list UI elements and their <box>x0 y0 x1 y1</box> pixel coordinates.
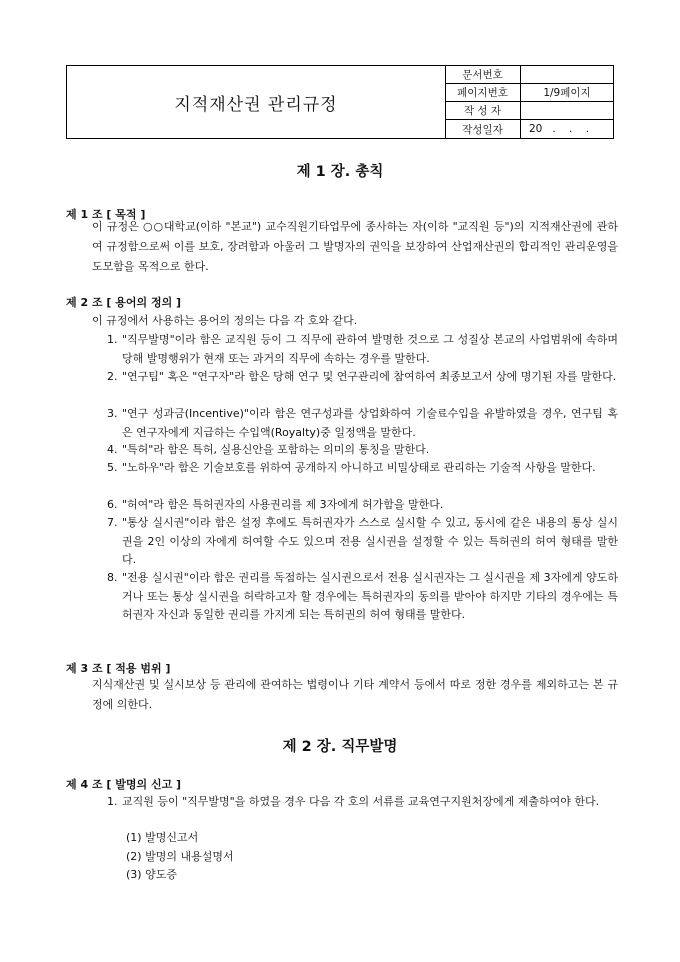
item-number: 6. <box>107 498 118 511</box>
info-row-date <box>445 120 613 138</box>
info-row-page-number <box>445 84 613 102</box>
document-title: 지적재산권 관리규정 <box>67 66 446 138</box>
article-heading: 제 3 조 [ 적용 범위 ] <box>66 662 171 675</box>
info-value <box>521 66 613 83</box>
chapter-heading: 제 1 장. 총칙 <box>296 164 384 180</box>
item-number: 5. <box>107 461 118 474</box>
item-text: "연구팀" 혹은 "연구자"라 함은 당해 연구 및 연구관리에 참여하여 최종보고서 상에 명기된 자를 말한다. <box>122 370 617 383</box>
definition-item <box>107 514 618 570</box>
definition-item <box>107 441 618 460</box>
procedure-item <box>107 793 618 812</box>
info-label: 페이지번호 <box>445 84 521 101</box>
item-number: 7. <box>107 516 118 529</box>
item-text: "특허"라 함은 특허, 실용신안을 포함하는 의미의 통칭을 말한다. <box>122 443 430 456</box>
item-text: "통상 실시권"이라 함은 설정 후에도 특허권자가 스스로 실시할 수 있고, 동시에 같은 내용의 통상 실시권을 2인 이상의 자에게 허여할 수도 있으며 전용 실시권을 설정할 수 있는 특허권의 허여 형태를 말한다. <box>122 516 618 567</box>
definition-item <box>107 459 618 478</box>
article-heading: 제 4 조 [ 발명의 신고 ] <box>66 778 182 791</box>
document-header <box>66 65 614 139</box>
article-text: 지식재산권 및 실시보상 등 관리에 관여하는 법령이나 기타 계약서 등에서 따로 정한 경우를 제외하고는 본 규정에 의한다. <box>92 678 618 711</box>
item-text: "허여"라 함은 특허권자의 사용권리를 제 3자에게 허가함을 말한다. <box>122 498 444 511</box>
item-number: 8. <box>107 571 118 584</box>
item-text: "전용 실시권"이라 함은 권리를 독점하는 실시권으로서 전용 실시권자는 그 실시권을 제 3자에게 양도하거나 또는 통상 실시권을 허락하고자 할 경우에는 특허권자의 동의를 받아야 하지만 기타의 경우에는 특허권자 자신과 동일한 권리를 가지게 되는 특허권의 허여 형태를 말한다. <box>122 571 618 622</box>
definition-item <box>107 405 618 442</box>
article-text: 이 규정은 ○○대학교(이하 "본교") 교수직원기타업무에 종사하는 자(이하 "교직원 등")의 지적재산권에 관하여 규정함으로써 이를 보호, 장려함과 아울러 그 발명자의 권익을 보장하여 산업재산권의 합리적인 관리운영을 도모함을 목적으로 한다. <box>92 220 618 273</box>
required-document: (1) 발명신고서 <box>126 831 199 844</box>
definition-item <box>107 331 618 368</box>
required-document: (2) 발명의 내용설명서 <box>126 850 234 863</box>
info-row-author <box>445 102 613 120</box>
item-text: 교직원 등이 "직무발명"을 하였을 경우 다음 각 호의 서류를 교육연구지원처장에게 제출하여야 한다. <box>122 795 600 808</box>
item-number: 1. <box>107 333 118 346</box>
info-label: 작 성 자 <box>445 102 521 119</box>
info-label: 작성일자 <box>445 120 521 138</box>
item-number: 1. <box>107 795 118 808</box>
item-text: "직무발명"이라 함은 교직원 등이 그 직무에 관하여 발명한 것으로 그 성질상 본교의 사업범위에 속하며 당해 발명행위가 현재 또는 과거의 직무에 속하는 경우를 말한다. <box>122 333 618 365</box>
article-intro: 이 규정에서 사용하는 용어의 정의는 다음 각 호와 같다. <box>92 314 358 327</box>
info-label: 문서번호 <box>445 66 521 83</box>
chapter-heading: 제 2 장. 직무발명 <box>282 739 398 755</box>
info-value: 20 . . . <box>529 123 590 135</box>
document-info-table <box>445 66 613 138</box>
item-number: 4. <box>107 443 118 456</box>
definition-item <box>107 569 618 625</box>
info-row-doc-number <box>445 66 613 84</box>
item-number: 3. <box>107 407 118 420</box>
item-text: "연구 성과금(Incentive)"이라 함은 연구성과를 상업화하여 기술료수입을 유발하였을 경우, 연구팀 혹은 연구자에게 지급하는 수입액(Royalty)중 일정액을 말한다. <box>122 407 618 439</box>
item-text: "노하우"라 함은 기술보호를 위하여 공개하지 아니하고 비밀상태로 관리하는 기술적 사항을 말한다. <box>122 461 596 474</box>
definition-item <box>107 368 618 387</box>
article-heading: 제 1 조 [ 목적 ] <box>66 208 146 221</box>
info-value: 1/9페이지 <box>543 87 591 99</box>
required-document: (3) 양도증 <box>126 868 177 881</box>
article-heading: 제 2 조 [ 용어의 정의 ] <box>66 296 182 309</box>
item-number: 2. <box>107 370 118 383</box>
definition-item <box>107 496 618 515</box>
info-value <box>521 102 613 119</box>
